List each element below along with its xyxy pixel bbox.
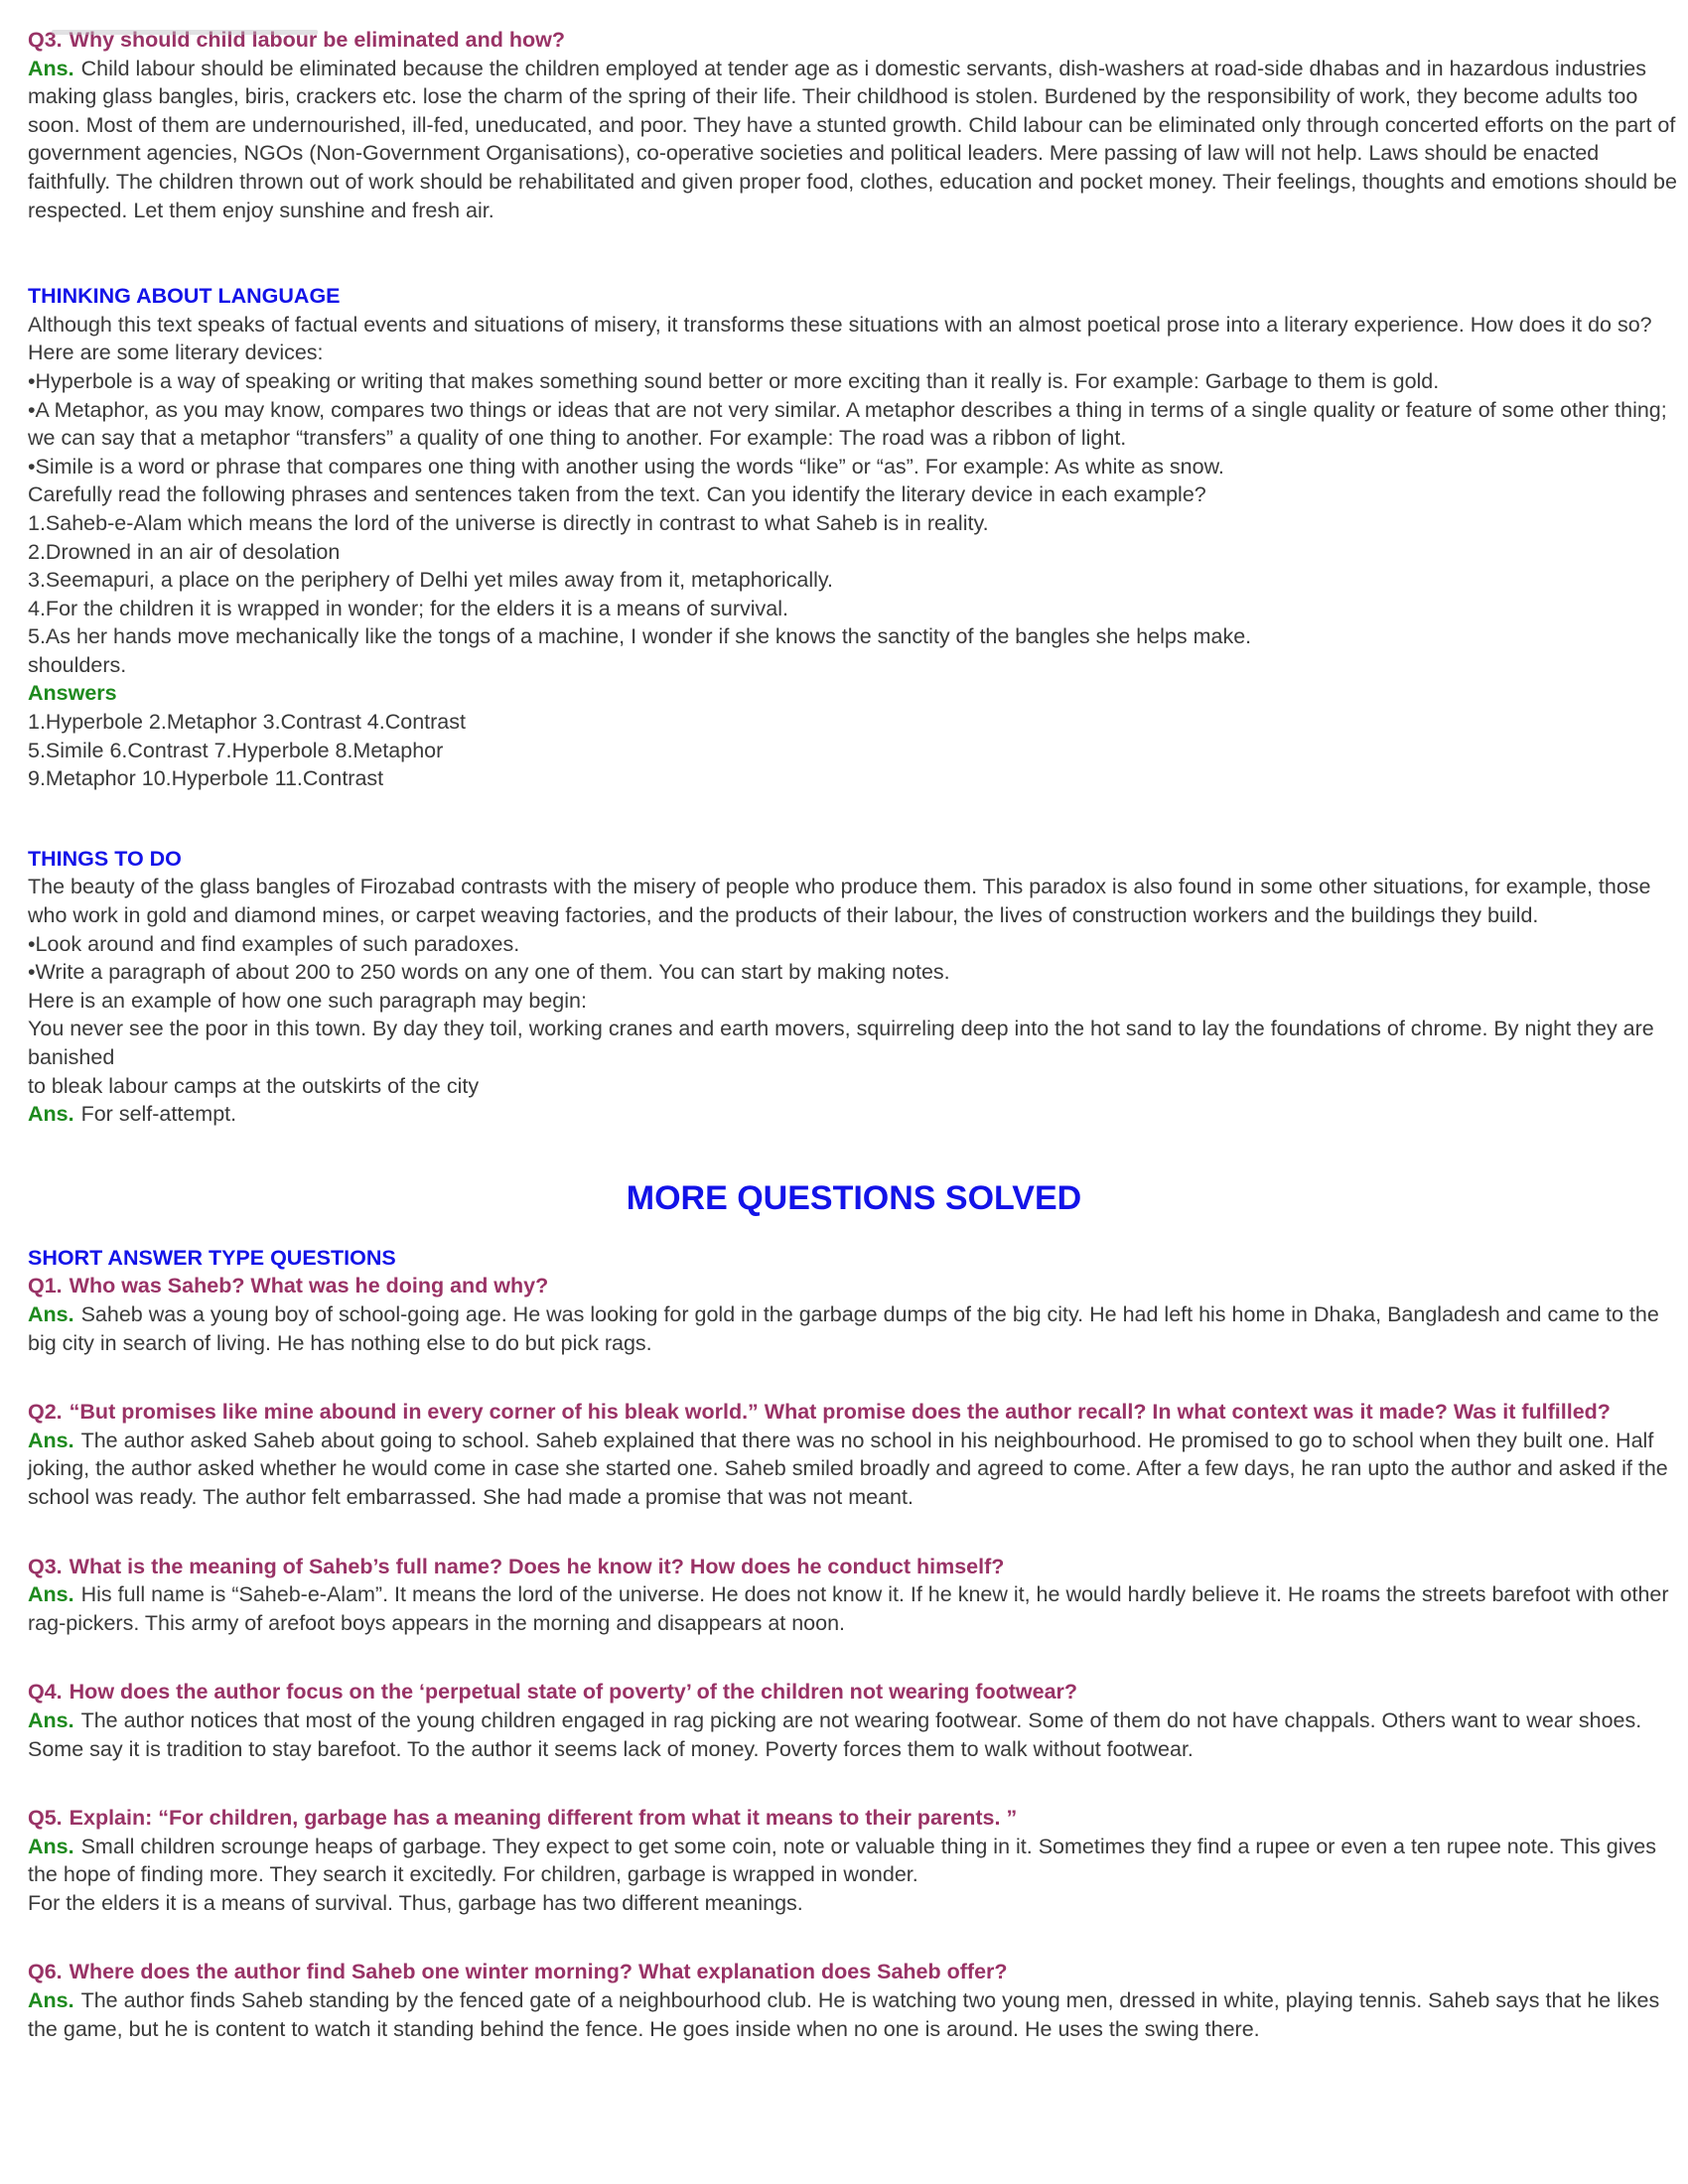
question-label: Q3. <box>28 1554 63 1578</box>
answer-text: The author notices that most of the young children engaged in rag picking are not wearing footwear. Some of them do not have chappals. Others want to wear shoes. Some say it is tradition to stay barefoot. To the author it seems lack of money. Poverty forces them to walk without footwear. <box>28 1707 1642 1761</box>
numbered-example: 2.Drowned in an air of desolation <box>28 539 341 564</box>
question-label: Q1. <box>28 1274 63 1298</box>
ans-label: Ans. <box>28 1428 74 1452</box>
bullet-look-around: •Look around and find examples of such paradoxes. <box>28 931 520 956</box>
answer-paragraph <box>28 1833 1680 1889</box>
ans-label: Ans. <box>28 1988 74 2013</box>
answer-paragraph <box>28 1100 1680 1129</box>
cropped-line-artifact <box>52 30 318 35</box>
answer-text: Small children scrounge heaps of garbage. They expect to get some coin, note or valuable thing in it. Sometimes they find a rupee or even a ten rupee note. This gives the hope of finding more. They search it excitedly. For children, garbage is wrapped in wonder. <box>28 1834 1656 1887</box>
question-label: Q3. <box>28 28 63 52</box>
answer-key-line: 9.Metaphor 10.Hyperbole 11.Contrast <box>28 766 384 791</box>
answer-paragraph <box>28 1427 1680 1512</box>
section-heading-things: THINGS TO DO <box>28 846 182 871</box>
answer-paragraph <box>28 1706 1680 1763</box>
answers-heading: Answers <box>28 681 117 706</box>
ans-label: Ans. <box>28 1707 74 1732</box>
answer-text: Saheb was a young boy of school-going age. He was looking for gold in the garbage dumps of the big city. He had left his home in Dhaka, Bangladesh and came to the big city in search of living. He has nothing else to do but pick rags. <box>28 1301 1659 1355</box>
answer-paragraph <box>28 1300 1680 1357</box>
thinking-about-language-section <box>28 282 1680 793</box>
example-line-2: to bleak labour camps at the outskirts of the city <box>28 1073 480 1098</box>
question-block-q5 <box>28 1804 1680 1917</box>
bullet-hyperbole: •Hyperbole is a way of speaking or writing that makes something sound better or more exciting than it really is. For example: Garbage to them is gold. <box>28 368 1440 393</box>
example-paragraph: You never see the poor in this town. By day they toil, working cranes and earth movers, squirreling deep into the hot sand to lay the foundations of chrome. By night they are banished <box>28 1017 1654 1069</box>
answer-paragraph <box>28 1580 1680 1637</box>
numbered-example: 3.Seemapuri, a place on the periphery of Delhi yet miles away from it, metaphorically. <box>28 568 834 593</box>
question-text: Why should child labour be eliminated and how? <box>69 28 565 52</box>
question-label: Q2. <box>28 1400 63 1425</box>
ans-label: Ans. <box>28 1301 74 1326</box>
answer-key-line: 1.Hyperbole 2.Metaphor 3.Contrast 4.Contrast <box>28 710 466 735</box>
question-label: Q5. <box>28 1806 63 1831</box>
question-text: “But promises like mine abound in every corner of his bleak world.” What promise does the author recall? In what context was it made? Was it fulfilled? <box>69 1400 1611 1425</box>
numbered-example: 1.Saheb-e-Alam which means the lord of the universe is directly in contrast to what Saheb is in reality. <box>28 510 989 535</box>
things-paragraph: The beauty of the glass bangles of Firozabad contrasts with the misery of people who produce them. This paradox is also found in some other situations, for example, those who work in gold and diamond mines, or carpet weaving factories, and the products of their labour, the lives of construction workers and the buildings they build. <box>28 875 1651 928</box>
question-text: How does the author focus on the ‘perpetual state of poverty’ of the children not wearing footwear? <box>69 1680 1078 1705</box>
short-answer-questions-section <box>28 1244 1680 2043</box>
question-text: What is the meaning of Saheb’s full name? Does he know it? How does he conduct himself? <box>69 1554 1005 1578</box>
stray-line-shoulders: shoulders. <box>28 652 127 677</box>
numbered-example: 4.For the children it is wrapped in wonder; for the elders it is a means of survival. <box>28 596 788 620</box>
answer-extra-line: For the elders it is a means of survival. Thus, garbage has two different meanings. <box>28 1890 803 1915</box>
question-text: Explain: “For children, garbage has a meaning different from what it means to their parents. ” <box>69 1806 1018 1831</box>
answer-text: Child labour should be eliminated because the children employed at tender age as i domestic servants, dish-washers at road-side dhabas and in hazardous industries making glass bangles, biris, crackers etc. lose the charm of the spring of their life. Their childhood is stolen. Burdened by the responsibility of work, they become adults too soon. Most of them are undernourished, ill-fed, uneducated, and poor. They have a stunted growth. Child labour can be eliminated only through concerted efforts on the part of government agencies, NGOs (Non-Government Organisations), co-operative societies and political leaders. Mere passing of law will not help. Laws should be enacted faithfully. The children thrown out of work should be rehabilitated and given proper food, clothes, education and pocket money. Their feelings, thoughts and emotions should be respected. Let them enjoy sunshine and fresh air. <box>28 56 1677 222</box>
question-block-q2 <box>28 1398 1680 1511</box>
question-text: Where does the author find Saheb one winter morning? What explanation does Saheb offer? <box>69 1960 1008 1984</box>
question-label: Q4. <box>28 1680 63 1705</box>
question-block-q3 <box>28 1553 1680 1638</box>
thinking-intro: Although this text speaks of factual events and situations of misery, it transforms these situations with an almost poetical prose into a literary experience. How does it do so? Here are some literary devices: <box>28 312 1652 365</box>
things-to-do-section <box>28 845 1680 1129</box>
question-block-q6 <box>28 1958 1680 2043</box>
bullet-write-paragraph: •Write a paragraph of about 200 to 250 words on any one of them. You can start by making notes. <box>28 960 950 985</box>
question-label: Q6. <box>28 1960 63 1984</box>
answer-text: For self-attempt. <box>80 1102 237 1127</box>
question-heading <box>28 1678 1680 1706</box>
thinking-prompt: Carefully read the following phrases and sentences taken from the text. Can you identify the literary device in each example? <box>28 482 1206 507</box>
page-title-more-questions-solved: MORE QUESTIONS SOLVED <box>626 1178 1082 1217</box>
answer-paragraph <box>28 55 1680 225</box>
answer-text: The author finds Saheb standing by the fenced gate of a neighbourhood club. He is watching two young men, dressed in white, playing tennis. Saheb says that he likes the game, but he is content to watch it standing behind the fence. He goes inside when no one is around. He uses the swing there. <box>28 1988 1660 2041</box>
ans-label: Ans. <box>28 56 74 80</box>
example-intro: Here is an example of how one such paragraph may begin: <box>28 988 587 1013</box>
question-heading <box>28 1804 1680 1833</box>
answer-text: The author asked Saheb about going to school. Saheb explained that there was no school in his neighbourhood. He promised to go to school when they built one. Half joking, the author asked whether he would come in case she started one. Saheb smiled broadly and agreed to come. After a few days, he ran upto the author and asked if the school was ready. The author felt embarrassed. She had made a promise that was not meant. <box>28 1428 1668 1509</box>
ans-label: Ans. <box>28 1102 74 1127</box>
bullet-simile: •Simile is a word or phrase that compares one thing with another using the words “like” or “as”. For example: As white as snow. <box>28 454 1224 478</box>
answer-text: His full name is “Saheb-e-Alam”. It means the lord of the universe. He does not know it. If he knew it, he would hardly believe it. He roams the streets barefoot with other rag-pickers. This army of arefoot boys appears in the morning and disappears at noon. <box>28 1582 1669 1635</box>
question-heading <box>28 1272 1680 1300</box>
answer-paragraph <box>28 1986 1680 2043</box>
question-block-top <box>28 26 1680 224</box>
question-block-q1 <box>28 1272 1680 1357</box>
ans-label: Ans. <box>28 1834 74 1858</box>
question-heading <box>28 1553 1680 1581</box>
question-text: Who was Saheb? What was he doing and why? <box>69 1274 549 1298</box>
section-heading-short-answer: SHORT ANSWER TYPE QUESTIONS <box>28 1245 396 1270</box>
question-heading <box>28 1958 1680 1986</box>
question-block-q4 <box>28 1678 1680 1763</box>
section-heading-thinking: THINKING ABOUT LANGUAGE <box>28 284 341 309</box>
bullet-metaphor: •A Metaphor, as you may know, compares two things or ideas that are not very similar. A metaphor describes a thing in terms of a single quality or feature of some other thing; we can say that a metaphor “transfers” a quality of one thing to another. For example: The road was a ribbon of light. <box>28 397 1667 451</box>
answer-key-line: 5.Simile 6.Contrast 7.Hyperbole 8.Metaphor <box>28 738 444 762</box>
ans-label: Ans. <box>28 1582 74 1607</box>
numbered-example: 5.As her hands move mechanically like the tongs of a machine, I wonder if she knows the sanctity of the bangles she helps make. <box>28 624 1252 649</box>
question-heading <box>28 1398 1680 1427</box>
